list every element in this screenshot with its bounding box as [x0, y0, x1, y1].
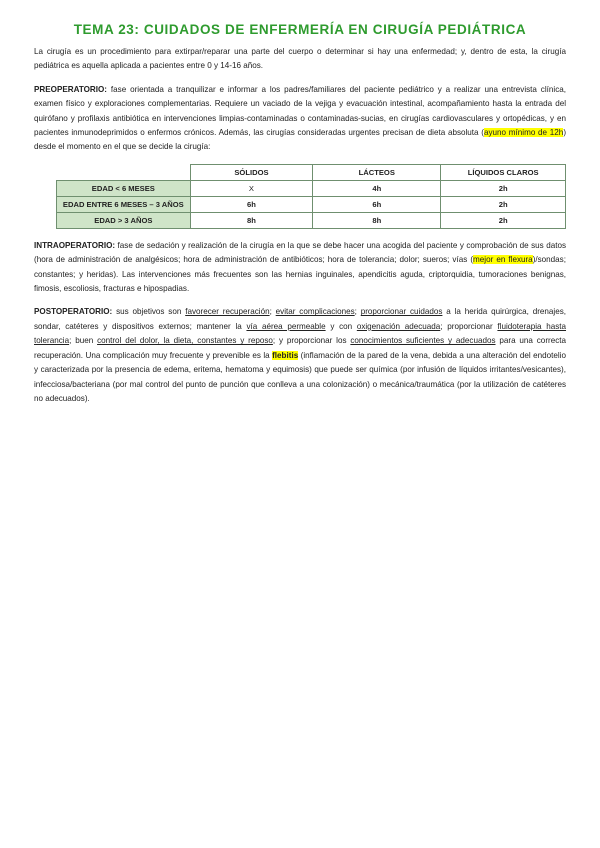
postop-text: ; y proporcionar los	[272, 336, 351, 346]
preoperatorio-text-2: ) desde el momento en el que se decide la cirugía:	[34, 128, 567, 152]
postop-text: para una correcta recuperación. Una complicación muy frecuente y prevenible es la	[34, 336, 567, 360]
postop-underlined: evitar complicaciones	[275, 307, 355, 317]
table-cell: X	[190, 180, 313, 196]
table-cell: 2h	[441, 196, 566, 212]
table-cell: 2h	[441, 212, 566, 228]
table-cell: 4h	[313, 180, 441, 196]
intraoperatorio-paragraph	[34, 239, 566, 297]
postop-underlined: fluidoterapia hasta tolerancia	[34, 321, 567, 346]
table-corner-cell	[57, 164, 191, 180]
preoperatorio-paragraph	[34, 83, 566, 155]
postop-text: sus objetivos son	[112, 307, 186, 317]
intro-paragraph: La cirugía es un procedimiento para extirpar/reparar una parte del cuerpo o determinar si hay una enfermedad; y, dentro de esta, la cirugía pediátrica es aquella aplicada a pacientes entre 0 y 14-16 años.	[34, 47, 566, 71]
postop-text: y con	[325, 321, 357, 331]
table-cell: 8h	[313, 212, 441, 228]
table-cell: 2h	[441, 180, 566, 196]
postop-text: ; proporcionar	[440, 321, 498, 331]
table-row-label: EDAD < 6 MESES	[57, 180, 191, 196]
table-row	[57, 212, 566, 228]
postoperatorio-label: POSTOPERATORIO:	[34, 307, 113, 317]
postop-text: ;	[269, 307, 276, 317]
intraoperatorio-text-2: )/sondas; constantes; y heridas). Las intervenciones más frecuentes son las hernias inguinales, apendicitis aguda, criptorquidia, tumoraciones benignas, fimosis, escoliosis, fracturas e hipospadias.	[34, 255, 566, 294]
flexura-highlight: mejor en flexura	[473, 255, 533, 265]
preoperatorio-label: PREOPERATORIO:	[34, 84, 108, 94]
page-title: TEMA 23: CUIDADOS DE ENFERMERÍA EN CIRUGÍA PEDIÁTRICA	[73, 22, 527, 37]
table-row	[57, 180, 566, 196]
fasting-table	[56, 164, 566, 229]
intraoperatorio-label: INTRAOPERATORIO:	[34, 240, 116, 250]
postop-underlined: conocimientos suficientes y adecuados	[350, 336, 496, 346]
postop-underlined: oxigenación adecuada	[356, 321, 441, 331]
table-header-row	[57, 164, 566, 180]
table-row-label: EDAD > 3 AÑOS	[57, 212, 191, 228]
ayuno-highlight: ayuno mínimo de 12h	[484, 128, 564, 138]
flebitis-highlight: flebitis	[272, 350, 299, 360]
postop-text: a la herida quirúrgica, drenajes, sondar, catéteres y dispositivos externos; mantener la	[34, 307, 567, 331]
postop-underlined: proporcionar cuidados	[360, 307, 443, 317]
intraoperatorio-text-1: fase de sedación y realización de la cirugía en la que se debe hacer una acogida del paciente y comprobación de sus datos (hora de administración de analgésicos; hora de administración de antibióticos; hora de tolerancia; dolor; sueros; vías (	[34, 240, 566, 265]
postoperatorio-paragraph	[34, 305, 566, 406]
postop-text: ;	[354, 307, 361, 317]
postop-text: (inflamación de la pared de la vena, debida a una alteración del endotelio y caracterizada por la presencia de edema, eritema, hematoma y equimosis) que puede ser química (por infusión de líquidos irritantes/vesicantes), infecciosa/bacteriana (por mal control del punto de punción que conlleva a una colonización) o mecánica/traumática (por la utilización de catéteres no adecuados).	[34, 350, 566, 403]
table-header-solidos: SÓLIDOS	[190, 164, 313, 180]
document-page	[34, 22, 566, 415]
table-header-liquidos: LÍQUIDOS CLAROS	[441, 164, 566, 180]
table-cell: 6h	[313, 196, 441, 212]
postop-underlined: vía aérea permeable	[246, 321, 326, 331]
postop-text: ; buen	[69, 336, 98, 346]
postop-underlined: favorecer recuperación	[185, 307, 270, 317]
table-cell: 8h	[190, 212, 313, 228]
table-header-lacteos: LÁCTEOS	[313, 164, 441, 180]
preoperatorio-text-1: fase orientada a tranquilizar e informar a los padres/familiares del paciente pediátrico y a realizar una entrevista clínica, examen físico y exploraciones complementarias. Requiere un vaciado de la vejiga y evacuación intestinal, acompañamiento hasta la entrada del quirófano y profilaxis antibiótica en intervenciones limpias-contaminadas o contaminadas-sucias, en cirugías cardiovasculares y ortopédicas, y en pacientes inmunodeprimidos o enfermos crónicos. Además, las cirugías consideradas urgentes precisan de dieta absoluta (	[34, 84, 566, 138]
table-row	[57, 196, 566, 212]
table-cell: 6h	[190, 196, 313, 212]
table-row-label: EDAD ENTRE 6 MESES – 3 AÑOS	[57, 196, 191, 212]
postop-underlined: control del dolor, la dieta, constantes y reposo	[97, 336, 273, 346]
